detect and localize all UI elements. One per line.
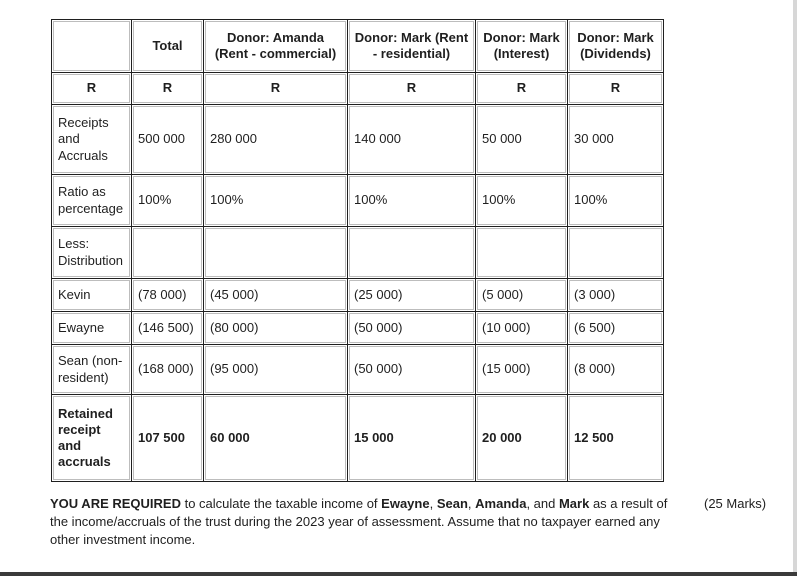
amanda-rent-cell: (45 000) [204,279,348,312]
mark-rent-cell: (25 000) [348,279,476,312]
header-row [52,20,664,73]
row-label: Ewayne [52,312,132,345]
requirement-lead: YOU ARE REQUIRED [50,496,181,511]
row-label: Receipts and Accruals [52,105,132,175]
name-amanda: Amanda [475,496,527,511]
mark-dividends-cell: (8 000) [568,345,664,395]
unit-cell: R [204,73,348,105]
units-row [52,73,664,105]
table-row-ewayne [52,312,664,345]
requirement-text [50,495,672,549]
mark-interest-cell: (15 000) [476,345,568,395]
header-amanda-rent-commercial: Donor: Amanda (Rent - commercial) [204,20,348,73]
total-cell [132,227,204,279]
table-row-kevin [52,279,664,312]
amanda-rent-cell: (95 000) [204,345,348,395]
separator: , and [526,496,559,511]
row-label: Retained receipt and accruals [52,395,132,482]
amanda-rent-cell: 280 000 [204,105,348,175]
total-cell: (168 000) [132,345,204,395]
row-label: Kevin [52,279,132,312]
mark-interest-cell: 100% [476,175,568,227]
mark-interest-cell: 20 000 [476,395,568,482]
header-blank [52,20,132,73]
separator: , [429,496,437,511]
total-cell: (78 000) [132,279,204,312]
mark-dividends-cell: 100% [568,175,664,227]
mark-rent-cell: (50 000) [348,345,476,395]
mark-interest-cell: (10 000) [476,312,568,345]
mark-dividends-cell: 30 000 [568,105,664,175]
total-cell: (146 500) [132,312,204,345]
mark-interest-cell: 50 000 [476,105,568,175]
total-cell: 107 500 [132,395,204,482]
row-label: Ratio as percentage [52,175,132,227]
unit-cell: R [132,73,204,105]
row-label: Less: Distribution [52,227,132,279]
header-mark-interest: Donor: Mark (Interest) [476,20,568,73]
amanda-rent-cell [204,227,348,279]
name-mark: Mark [558,496,590,511]
trust-distribution-table [51,19,664,482]
unit-cell: R [348,73,476,105]
marks-label: (25 Marks) [704,496,767,511]
mark-rent-cell: 15 000 [348,395,476,482]
mark-dividends-cell: (6 500) [568,312,664,345]
total-cell: 500 000 [132,105,204,175]
table-row-retained [52,395,664,482]
mark-interest-cell [476,227,568,279]
unit-cell: R [568,73,664,105]
name-ewayne: Ewayne [381,496,430,511]
page-right-edge [793,0,797,576]
header-total: Total [132,20,204,73]
amanda-rent-cell: 60 000 [204,395,348,482]
mark-rent-cell: (50 000) [348,312,476,345]
mark-rent-cell [348,227,476,279]
name-sean: Sean [436,496,468,511]
requirement-part: as a result of the income/accruals of the trust during the 2023 year of assessment. Assume that no taxpayer earned any other investment income. [50,496,668,547]
table-row-receipts [52,105,664,175]
amanda-rent-cell: (80 000) [204,312,348,345]
table-row-less-distribution [52,227,664,279]
total-cell: 100% [132,175,204,227]
unit-cell: R [476,73,568,105]
mark-interest-cell: (5 000) [476,279,568,312]
header-mark-dividends: Donor: Mark (Dividends) [568,20,664,73]
requirement-part: to calculate the taxable income of [180,496,382,511]
table-row-ratio [52,175,664,227]
mark-rent-cell: 100% [348,175,476,227]
page-bottom-bar [0,572,797,576]
mark-dividends-cell: 12 500 [568,395,664,482]
amanda-rent-cell: 100% [204,175,348,227]
separator: , [467,496,476,511]
mark-dividends-cell [568,227,664,279]
mark-rent-cell: 140 000 [348,105,476,175]
row-label: Sean (non-resident) [52,345,132,395]
table-row-sean [52,345,664,395]
unit-cell: R [52,73,132,105]
mark-dividends-cell: (3 000) [568,279,664,312]
header-mark-rent-residential: Donor: Mark (Rent - residential) [348,20,476,73]
